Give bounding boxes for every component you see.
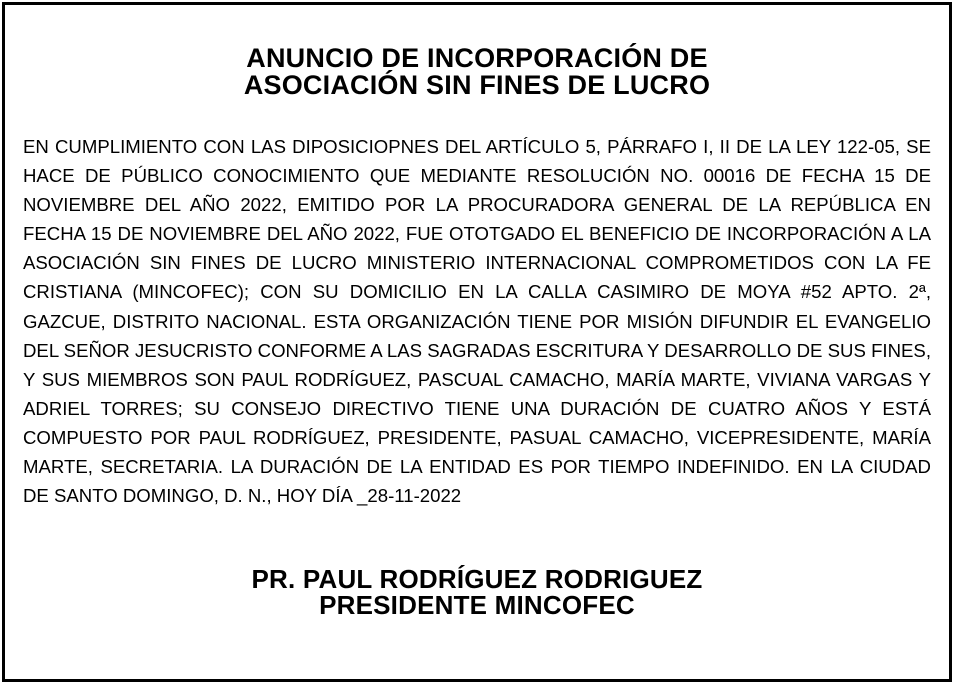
signature-title: PRESIDENTE MINCOFEC (319, 590, 635, 620)
title-line-2: ASOCIACIÓN SIN FINES DE LUCRO (243, 70, 711, 100)
signature-name: PR. PAUL RODRÍGUEZ RODRIGUEZ (251, 564, 703, 594)
title-line-1: ANUNCIO DE INCORPORACIÓN DE (246, 43, 708, 73)
notice-frame (2, 2, 952, 682)
notice-title (5, 45, 949, 99)
notice-body: EN CUMPLIMIENTO CON LAS DIPOSICIOPNES DEL ARTÍCULO 5, PÁRRAFO I, II DE LA LEY 122-05, SE HACE DE PÚBLICO CONOCIMIENTO QUE MEDIANTE RESOLUCIÓN NO. 00016 DE FECHA 15 DE NOVIEMBRE DEL AÑO 2022, EMITIDO POR LA PROCURADORA GENERAL DE LA REPÚBLICA EN FECHA 15 DE NOVIEMBRE DEL AÑO 2022, FUE OTOTGADO EL BENEFICIO DE INCORPORACIÓN A LA ASOCIACIÓN SIN FINES DE LUCRO MINISTERIO INTERNACIONAL COMPROMETIDOS CON LA FE CRISTIANA (MINCOFEC); CON SU DOMICILIO EN LA CALLA CASIMIRO DE MOYA #52 APTO. 2ª, GAZCUE, DISTRITO NACIONAL. ESTA ORGANIZACIÓN TIENE POR MISIÓN DIFUNDIR EL EVANGELIO DEL SEÑOR JESUCRISTO CONFORME A LAS SAGRADAS ESCRITURA Y DESARROLLO DE SUS FINES, Y SUS MIEMBROS SON PAUL RODRÍGUEZ, PASCUAL CAMACHO, MARÍA MARTE, VIVIANA VARGAS Y ADRIEL TORRES; SU CONSEJO DIRECTIVO TIENE UNA DURACIÓN DE CUATRO AÑOS Y ESTÁ COMPUESTO POR PAUL RODRÍGUEZ, PRESIDENTE, PASUAL CAMACHO, VICEPRESIDENTE, MARÍA MARTE, SECRETARIA. LA DURACIÓN DE LA ENTIDAD ES POR TIEMPO INDEFINIDO. EN LA CIUDAD DE SANTO DOMINGO, D. N., HOY DÍA _28-11-2022 (23, 136, 931, 507)
signature-block (5, 566, 949, 618)
